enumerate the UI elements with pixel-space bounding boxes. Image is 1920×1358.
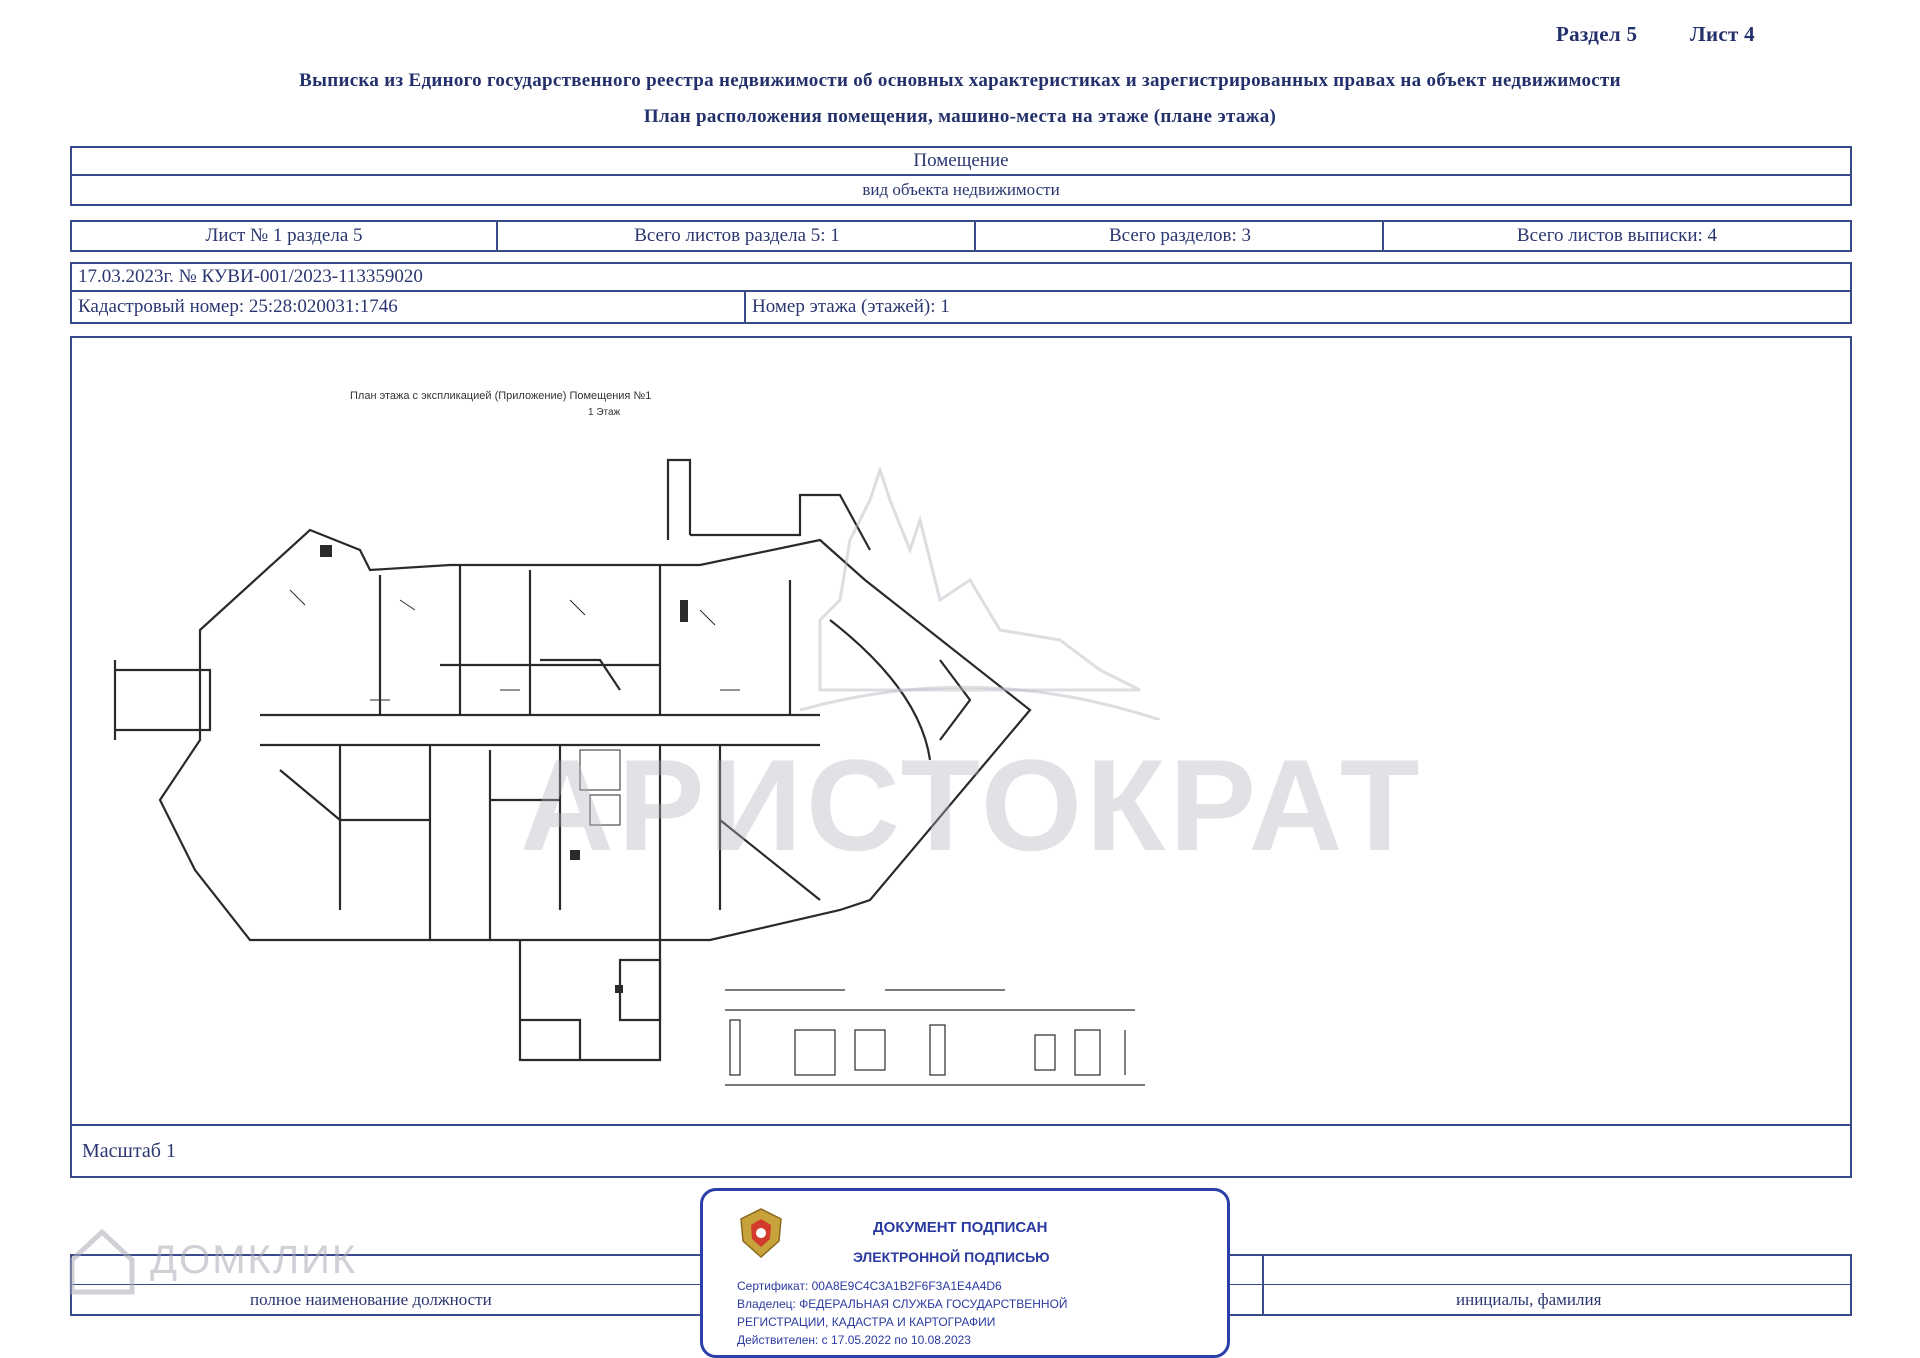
position-label: полное наименование должности bbox=[250, 1290, 492, 1309]
sheets-in-section-cell: Всего листов раздела 5: 1 bbox=[496, 222, 976, 250]
coat-of-arms-icon bbox=[733, 1205, 789, 1261]
stamp-validity: Действителен: с 17.05.2022 по 10.08.2023 bbox=[737, 1333, 971, 1347]
sections-total-cell: Всего разделов: 3 bbox=[974, 222, 1384, 250]
plan-caption: План этажа с экспликацией (Приложение) Помещения №1 bbox=[350, 390, 652, 402]
object-type-row bbox=[70, 146, 1852, 176]
plan-caption-floor: 1 Этаж bbox=[588, 407, 621, 418]
cadastral-row bbox=[70, 292, 1852, 324]
sheet-number: Лист 4 bbox=[1690, 22, 1755, 46]
document-title: Выписка из Единого государственного реестра недвижимости об основных характеристиках и зарегистрированных правах на объект недвижимости bbox=[299, 70, 1621, 91]
doc-number: 17.03.2023г. № КУВИ-001/2023-113359020 bbox=[78, 266, 423, 287]
object-type-caption: вид объекта недвижимости bbox=[862, 180, 1060, 199]
stamp-owner-cont: РЕГИСТРАЦИИ, КАДАСТРА И КАРТОГРАФИИ bbox=[737, 1315, 996, 1329]
scale-row bbox=[70, 1126, 1852, 1178]
stamp-subtitle: ЭЛЕКТРОННОЙ ПОДПИСЬЮ bbox=[853, 1249, 1050, 1265]
domclick-watermark: ДОМКЛИК bbox=[150, 1238, 358, 1282]
sheet-num-cell: Лист № 1 раздела 5 bbox=[205, 225, 363, 246]
floor-number: Номер этажа (этажей): 1 bbox=[744, 292, 1850, 322]
sheets-info-row bbox=[70, 220, 1852, 252]
stamp-certificate: Сертификат: 00A8E9C4C3A1B2F6F3A1E4A4D6 bbox=[737, 1279, 1002, 1293]
doc-number-row bbox=[70, 262, 1852, 292]
plan-explication bbox=[725, 970, 1145, 1090]
house-watermark-icon bbox=[64, 1222, 140, 1298]
castle-watermark-icon bbox=[800, 460, 1160, 720]
stamp-owner: Владелец: ФЕДЕРАЛЬНАЯ СЛУЖБА ГОСУДАРСТВЕННОЙ bbox=[737, 1297, 1068, 1311]
brand-watermark: АРИСТОКРАТ bbox=[520, 732, 1424, 878]
sheets-total-cell: Всего листов выписки: 4 bbox=[1382, 222, 1850, 250]
object-type: Помещение bbox=[913, 150, 1009, 171]
e-signature-stamp bbox=[700, 1188, 1230, 1358]
object-type-caption-row bbox=[70, 176, 1852, 206]
cadastral-number: Кадастровый номер: 25:28:020031:1746 bbox=[78, 296, 398, 317]
document-subtitle: План расположения помещения, машино-места на этаже (плане этажа) bbox=[643, 106, 1277, 127]
section-number: Раздел 5 bbox=[1556, 22, 1638, 46]
scale-label: Масштаб 1 bbox=[82, 1139, 176, 1162]
initials-label: инициалы, фамилия bbox=[1456, 1290, 1602, 1309]
stamp-title: ДОКУМЕНТ ПОДПИСАН bbox=[873, 1219, 1048, 1236]
